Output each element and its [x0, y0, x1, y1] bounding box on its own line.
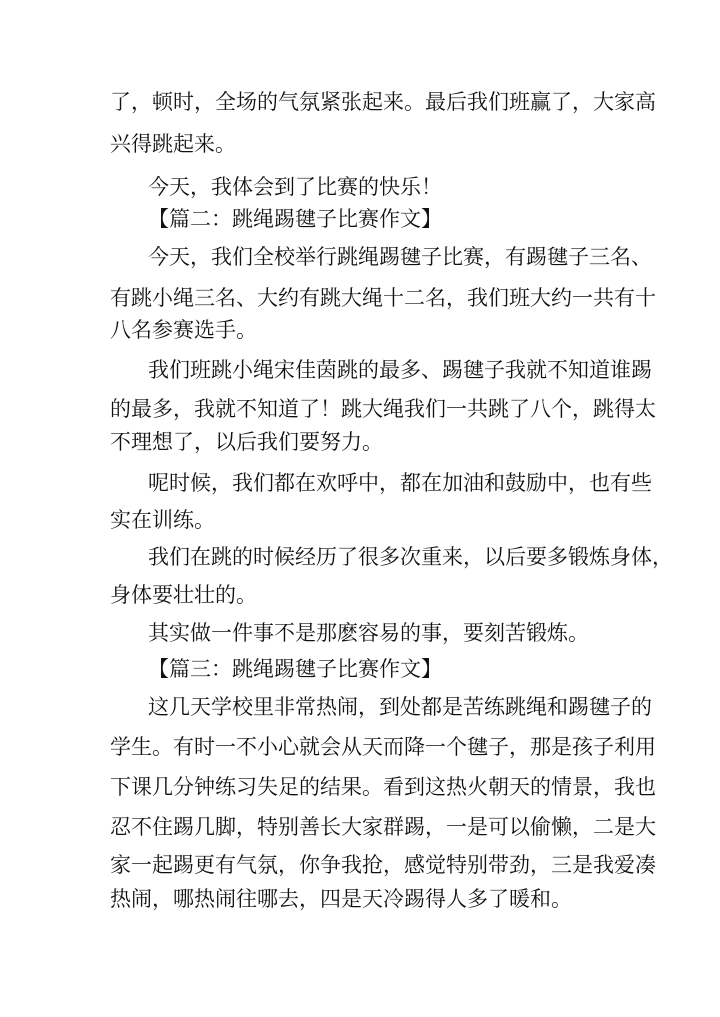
text-line: 兴得跳起来。: [110, 132, 236, 156]
text-line: 我们班跳小绳宋佳茵跳的最多、踢毽子我就不知道谁踢: [148, 358, 652, 382]
text-line: 这几天学校里非常热闹，到处都是苦练跳绳和踢毽子的: [148, 695, 652, 719]
text-line: 身体要壮壮的。: [110, 583, 257, 607]
text-line: 下课几分钟练习失足的结果。看到这热火朝天的情景，我也: [110, 775, 656, 799]
text-line: 学生。有时一不小心就会从天而降一个毽子，那是孩子利用: [110, 735, 656, 759]
text-line: 今天，我们全校举行跳绳踢毽子比赛，有踢毽子三名、: [148, 245, 652, 269]
text-line: 忍不住踢几脚，特别善长大家群踢，一是可以偷懒，二是大: [110, 815, 656, 839]
text-line: 其实做一件事不是那麽容易的事，要刻苦锻炼。: [148, 621, 589, 645]
text-line: 我们在跳的时候经历了很多次重来，以后要多锻炼身体，: [148, 545, 673, 569]
text-line: 呢时候，我们都在欢呼中，都在加油和鼓励中，也有些: [148, 471, 652, 495]
text-line: 实在训练。: [110, 508, 215, 532]
text-line: 有跳小绳三名、大约有跳大绳十二名，我们班大约一共有十: [110, 286, 656, 310]
text-line: 不理想了，以后我们要努力。: [110, 430, 383, 454]
text-line: 热闹，哪热闹往哪去，四是天冷踢得人多了暖和。: [110, 887, 572, 911]
text-line: 的最多，我就不知道了！跳大绳我们一共跳了八个，跳得太: [110, 397, 656, 421]
text-line: 家一起踢更有气氛，你争我抢，感觉特别带劲，三是我爱凑: [110, 853, 656, 877]
text-line: 今天，我体会到了比赛的快乐！: [148, 175, 442, 199]
text-line: 八名参赛选手。: [110, 318, 257, 342]
text-line: 了，顿时，全场的气氛紧张起来。最后我们班赢了，大家高: [110, 90, 656, 114]
section-heading: 【篇二：跳绳踢毽子比赛作文】: [148, 207, 442, 231]
section-heading: 【篇三：跳绳踢毽子比赛作文】: [148, 657, 442, 681]
